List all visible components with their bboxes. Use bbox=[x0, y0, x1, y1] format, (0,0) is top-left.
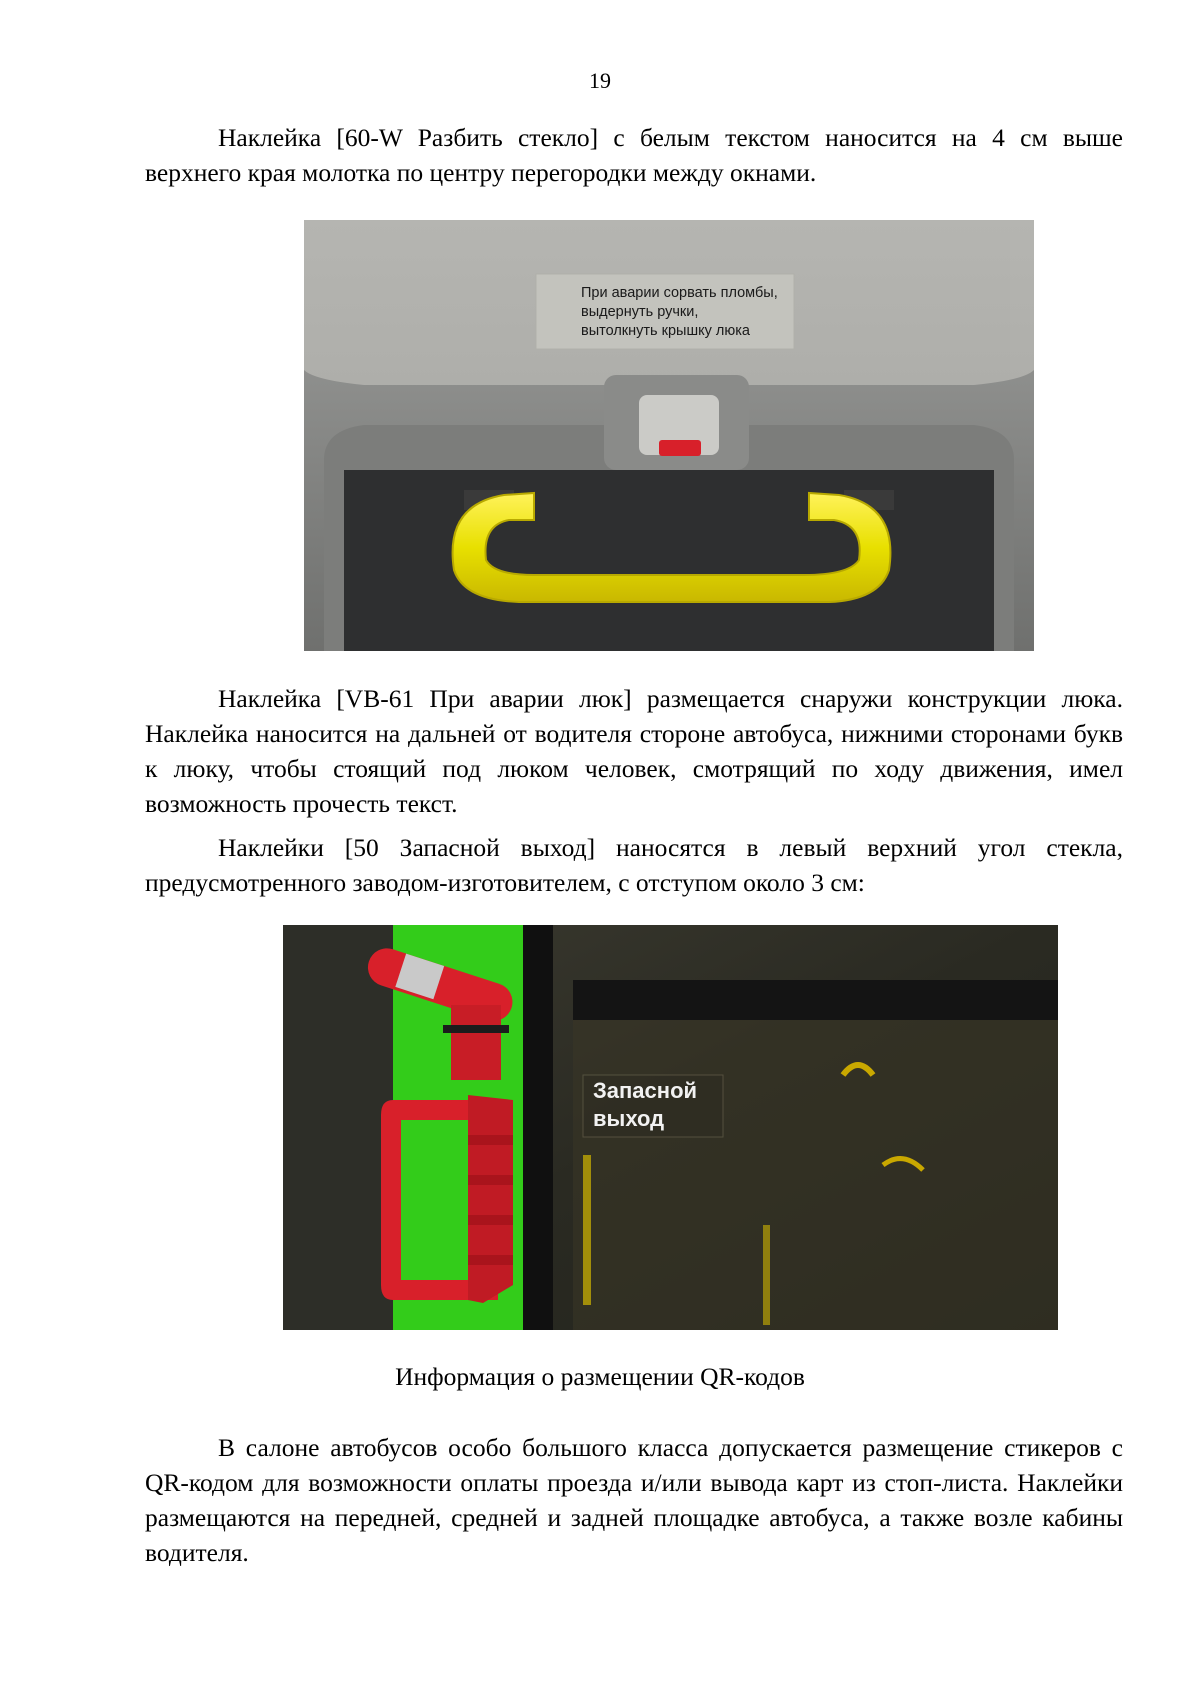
window-frame-bar bbox=[573, 980, 1058, 1020]
paragraph-60w-text: Наклейка [60-W Разбить стекло] с белым текстом наносится на 4 см выше верхнего края молотка по центру перегородки между окнами. bbox=[145, 123, 1123, 187]
paragraph-qr bbox=[145, 1430, 1123, 1570]
hatch-photo bbox=[304, 220, 1034, 651]
page-number: 19 bbox=[589, 68, 611, 93]
seal-red bbox=[659, 440, 701, 456]
paragraph-vb61-text: Наклейка [VB-61 При аварии люк] размещается снаружи конструкции люка. Наклейка наносится на дальней от водителя стороне автобуса, нижними сторонами букв к люку, чтобы стоящий под люком человек, смотрящий по ходу движения, имел возможность прочесть текст. bbox=[145, 684, 1123, 818]
sticker-exit-line-1: Запасной bbox=[593, 1078, 698, 1103]
paragraph-60w bbox=[145, 120, 1123, 190]
sticker-exit-line-2: выход bbox=[593, 1106, 665, 1131]
paragraph-50 bbox=[145, 830, 1123, 900]
sticker-hatch-line-3: вытолкнуть крышку люка bbox=[581, 323, 750, 339]
paragraph-qr-text: В салоне автобусов особо большого класса допускается размещение стикеров с QR-кодом для возможности оплаты проезда и/или вывода карт из стоп-листа. Наклейки размещаются на передней, средней и задней площадке автобуса, а также возле кабины водителя. bbox=[145, 1433, 1123, 1567]
section-heading: Информация о размещении QR-кодов bbox=[395, 1362, 805, 1391]
sticker-hatch-line-2: выдернуть ручки, bbox=[581, 304, 699, 320]
exit-window-photo bbox=[283, 925, 1058, 1330]
paragraph-50-text: Наклейки [50 Запасной выход] наносятся в левый верхний угол стекла, предусмотренного заводом-изготовителем, с отступом около 3 см: bbox=[145, 833, 1123, 897]
sticker-hatch-line-1: При аварии сорвать пломбы, bbox=[581, 285, 778, 301]
paragraph-vb61 bbox=[145, 681, 1123, 821]
hatch-opening bbox=[334, 470, 1004, 651]
